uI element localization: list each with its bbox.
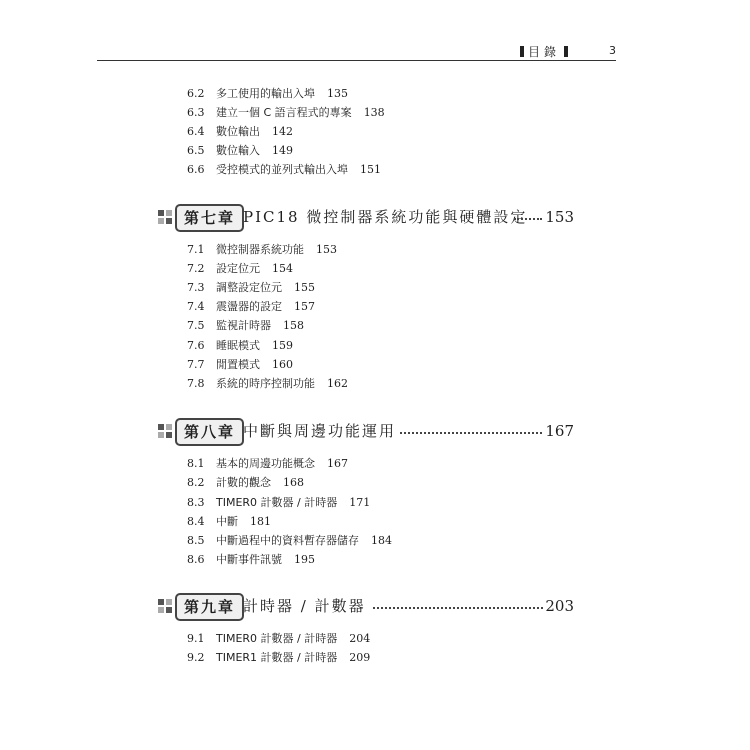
chapter-page: 153 [545, 208, 574, 226]
toc-entry [187, 533, 392, 549]
entry-page: 181 [250, 515, 271, 528]
chapter-heading-9 [158, 593, 574, 619]
page-header [97, 38, 616, 61]
toc-entry [187, 475, 304, 491]
entry-title: TIMER1 計數器 / 計時器 [216, 651, 338, 664]
chapter-page: 203 [545, 597, 574, 615]
entry-title: 中斷 [216, 515, 238, 528]
chapter-bullet-icon [158, 599, 174, 615]
entry-page: 135 [327, 87, 348, 100]
entry-title: 震盪器的設定 [216, 300, 282, 313]
entry-number: 8.2 [187, 476, 205, 489]
entry-number: 6.5 [187, 144, 205, 157]
header-title: 目錄 [527, 45, 560, 59]
entry-number: 7.7 [187, 358, 205, 371]
entry-title: 監視計時器 [216, 319, 271, 332]
chapter-title: PIC18 微控制器系統功能與硬體設定 [243, 208, 528, 226]
header-page-number: 3 [609, 44, 616, 57]
entry-title: TIMER0 計數器 / 計時器 [216, 496, 338, 509]
chapter-heading-7 [158, 204, 574, 230]
entry-number: 9.2 [187, 651, 205, 664]
entry-page: 167 [327, 457, 348, 470]
chapter-title: 中斷與周邊功能運用 [243, 422, 397, 440]
entry-page: 162 [327, 377, 348, 390]
header-label [516, 43, 572, 60]
entry-page: 151 [360, 163, 381, 176]
entry-title: 中斷過程中的資料暫存器儲存 [216, 534, 359, 547]
chapter-label: 第七章 [175, 204, 244, 232]
entry-page: 138 [363, 106, 385, 119]
entry-page: 168 [283, 476, 304, 489]
toc-entry [187, 280, 315, 296]
entry-number: 8.5 [187, 534, 205, 547]
entry-number: 7.5 [187, 319, 205, 332]
chapter-bullet-icon [158, 210, 174, 226]
toc-entry [187, 299, 315, 315]
entry-page: 159 [272, 339, 293, 352]
chapter-heading-8 [158, 418, 574, 444]
header-bar-left [520, 46, 524, 57]
toc-entry [187, 631, 370, 647]
entry-page: 195 [294, 553, 315, 566]
entry-title: 計數的觀念 [216, 476, 271, 489]
chapter-title: 計時器 / 計數器 [243, 597, 366, 615]
entry-page: 171 [349, 496, 371, 509]
toc-entry [187, 318, 304, 334]
entry-title: 睡眠模式 [216, 339, 260, 352]
entry-number: 6.6 [187, 163, 205, 176]
toc-entry [187, 456, 348, 472]
chapter-bullet-icon [158, 424, 174, 440]
entry-number: 7.4 [187, 300, 205, 313]
toc-entry [187, 357, 293, 373]
chapter-page: 167 [545, 422, 574, 440]
leader-dots [373, 607, 543, 609]
entry-title: 建立一個 C 語言程式的專案 [216, 106, 352, 119]
toc-entry [187, 338, 293, 354]
entry-title: 中斷事件訊號 [216, 553, 282, 566]
entry-number: 6.3 [187, 106, 205, 119]
toc-entry [187, 105, 385, 121]
entry-title: 受控模式的並列式輸出入埠 [216, 163, 348, 176]
entry-title: 閒置模式 [216, 358, 260, 371]
entry-page: 142 [272, 125, 293, 138]
entry-number: 7.1 [187, 243, 205, 256]
chapter-label: 第八章 [175, 418, 244, 446]
entry-title: 基本的周邊功能概念 [216, 457, 315, 470]
entry-page: 154 [272, 262, 293, 275]
entry-title: 調整設定位元 [216, 281, 282, 294]
toc-entry [187, 242, 337, 258]
entry-page: 153 [316, 243, 337, 256]
entry-page: 155 [294, 281, 315, 294]
leader-dots [514, 218, 542, 220]
entry-page: 157 [294, 300, 315, 313]
entry-number: 9.1 [187, 632, 205, 645]
entry-number: 7.8 [187, 377, 205, 390]
entry-page: 204 [349, 632, 371, 645]
toc-entry [187, 261, 293, 277]
toc-entry [187, 650, 370, 666]
entry-number: 7.2 [187, 262, 205, 275]
entry-page: 149 [272, 144, 293, 157]
entry-number: 6.2 [187, 87, 205, 100]
entry-title: 微控制器系統功能 [216, 243, 304, 256]
toc-entry [187, 495, 370, 511]
chapter-label: 第九章 [175, 593, 244, 621]
entry-page: 160 [272, 358, 293, 371]
toc-entry [187, 162, 381, 178]
toc-entry [187, 124, 293, 140]
entry-title: 數位輸入 [216, 144, 260, 157]
entry-number: 6.4 [187, 125, 205, 138]
entry-title: 設定位元 [216, 262, 260, 275]
leader-dots [400, 432, 542, 434]
toc-entry [187, 514, 271, 530]
entry-title: 多工使用的輸出入埠 [216, 87, 315, 100]
entry-title: 系統的時序控制功能 [216, 377, 315, 390]
entry-title: TIMER0 計數器 / 計時器 [216, 632, 338, 645]
toc-entry [187, 143, 293, 159]
entry-number: 8.3 [187, 496, 205, 509]
toc-entry [187, 552, 315, 568]
entry-title: 數位輸出 [216, 125, 260, 138]
entry-number: 8.1 [187, 457, 205, 470]
header-bar-right [564, 46, 568, 57]
entry-number: 8.6 [187, 553, 205, 566]
entry-page: 158 [283, 319, 304, 332]
entry-number: 8.4 [187, 515, 205, 528]
toc-entry [187, 86, 348, 102]
entry-number: 7.6 [187, 339, 205, 352]
entry-page: 184 [371, 534, 392, 547]
entry-number: 7.3 [187, 281, 205, 294]
entry-page: 209 [349, 651, 371, 664]
toc-entry [187, 376, 348, 392]
